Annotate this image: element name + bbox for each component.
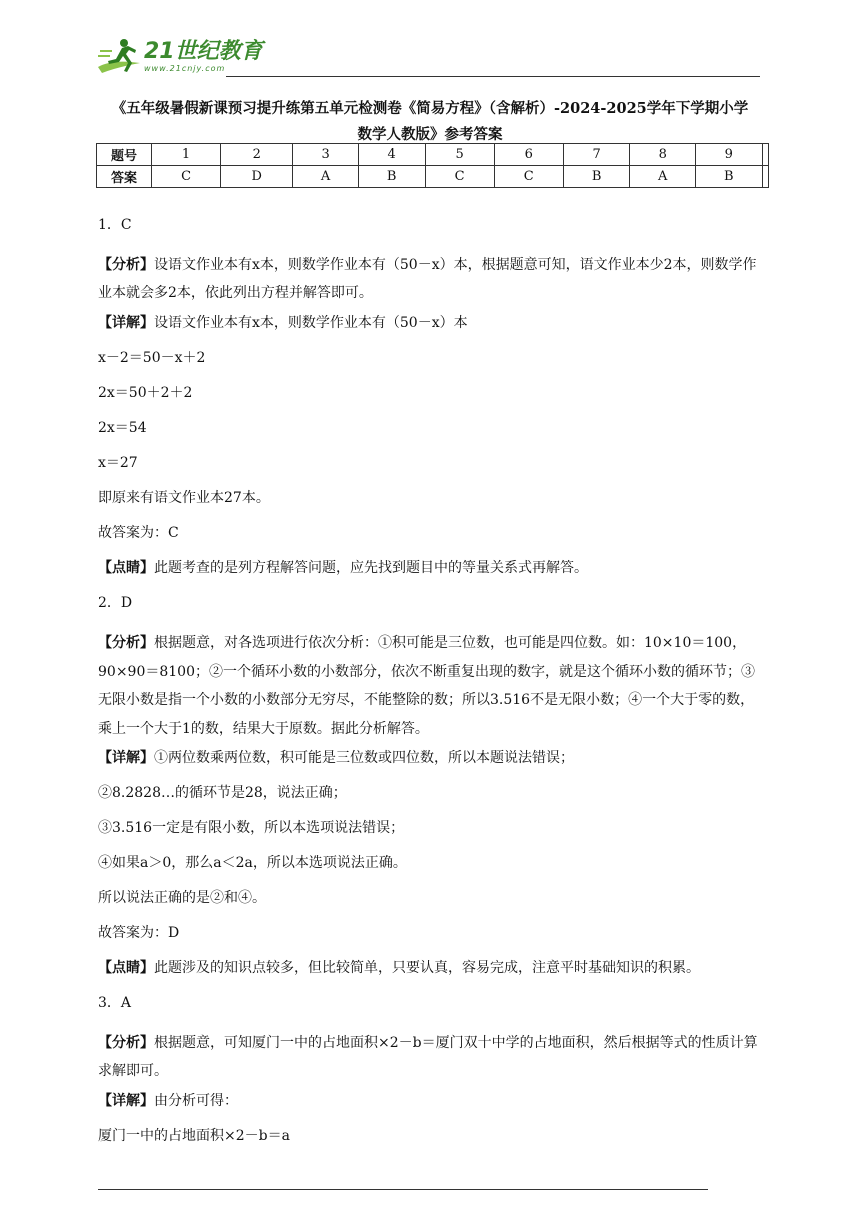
table-cell: 9 (695, 144, 762, 166)
page-header (96, 36, 760, 80)
q1-step: 2x＝50＋2＋2 (98, 385, 193, 401)
q1-detail (98, 314, 766, 332)
logo-text: 21世纪教育 (144, 39, 263, 64)
q2-comment-text: 此题涉及的知识点较多，但比较简单，只要认真，容易完成，注意平时基础知识的积累。 (154, 960, 700, 976)
q1-comment-text: 此题考查的是列方程解答问题，应先找到题目中的等量关系式再解答。 (154, 560, 588, 576)
q2-step: ③3.516一定是有限小数，所以本选项说法错误； (98, 820, 405, 836)
table-cell: A (293, 166, 359, 188)
table-cell: 5 (425, 144, 494, 166)
answer-row (97, 166, 769, 188)
q1-analysis (98, 251, 766, 307)
runner-logo-icon (96, 37, 142, 77)
answer-key-table (96, 143, 769, 188)
q2-detail (98, 749, 766, 767)
q3-detail-text: 由分析可得： (154, 1093, 238, 1109)
detail-label: 【详解】 (98, 1093, 154, 1109)
row-label: 题号 (97, 144, 152, 166)
document-title (96, 96, 764, 148)
table-cell (762, 166, 768, 188)
table-cell: B (695, 166, 762, 188)
q2-step: ④如果a＞0，那么a＜2a，所以本选项说法正确。 (98, 855, 407, 871)
site-logo (96, 36, 263, 78)
analysis-label: 【分析】 (98, 1035, 154, 1051)
table-cell: B (563, 166, 630, 188)
table-cell: 4 (358, 144, 425, 166)
row-label: 答案 (97, 166, 152, 188)
q2-heading: 2．D (98, 595, 133, 611)
q2-analysis-text: 根据题意，对各选项进行依次分析：①积可能是三位数，也可能是四位数。如：10×10＝100，90×90＝8100；②一个循环小数的小数部分，依次不断重复出现的数字，就是这个循环小数的循环节；③无限小数是指一个小数的小数部分无穷尽，不能整除的数；所以3.516不是无限小数；④一个大于零的数，乘上一个大于1的数，结果大于原数。据此分析解答。 (98, 635, 755, 737)
table-cell: 6 (494, 144, 563, 166)
comment-label: 【点睛】 (98, 960, 154, 976)
q3-analysis-text: 根据题意，可知厦门一中的占地面积×2－b＝厦门双十中学的占地面积，然后根据等式的性质计算求解即可。 (98, 1035, 758, 1079)
table-cell: C (152, 166, 221, 188)
footer-divider (98, 1189, 708, 1190)
table-cell: C (494, 166, 563, 188)
table-cell: C (425, 166, 494, 188)
q3-step: 厦门一中的占地面积×2－b＝a (98, 1128, 290, 1144)
solutions (98, 216, 766, 1145)
table-cell: 8 (630, 144, 696, 166)
q1-heading: 1．C (98, 217, 132, 233)
q1-step: x－2＝50－x＋2 (98, 350, 206, 366)
q2-answer: 故答案为：D (98, 925, 180, 941)
table-cell: 7 (563, 144, 630, 166)
table-cell: 3 (293, 144, 359, 166)
q2-detail-text: ①两位数乘两位数，积可能是三位数或四位数，所以本题说法错误； (154, 750, 574, 766)
q2-step: 所以说法正确的是②和④。 (98, 890, 266, 906)
title-line-2: 数学人教版》参考答案 (357, 126, 503, 143)
q3-heading: 3．A (98, 995, 132, 1011)
header-divider (226, 76, 760, 77)
q2-analysis (98, 629, 766, 743)
table-cell: 1 (152, 144, 221, 166)
q1-answer: 故答案为：C (98, 525, 179, 541)
table-cell: 2 (221, 144, 293, 166)
q1-analysis-text: 设语文作业本有x本，则数学作业本有（50－x）本，根据题意可知，语文作业本少2本，则数学作业本就会多2本，依此列出方程并解答即可。 (98, 257, 757, 301)
question-number-row (97, 144, 769, 166)
q3-analysis (98, 1029, 766, 1085)
title-line-1: 《五年级暑假新课预习提升练第五单元检测卷《简易方程》（含解析）-2024-2025学年下学期小学 (111, 100, 749, 117)
q1-step: 即原来有语文作业本27本。 (98, 490, 270, 506)
table-cell: A (630, 166, 696, 188)
q2-step: ②8.2828…的循环节是28，说法正确； (98, 785, 347, 801)
table-cell: B (358, 166, 425, 188)
table-cell: D (221, 166, 293, 188)
comment-label: 【点睛】 (98, 560, 154, 576)
q1-step: 2x＝54 (98, 420, 147, 436)
q2-comment (98, 959, 766, 977)
q1-comment (98, 559, 766, 577)
q1-step: x＝27 (98, 455, 138, 471)
analysis-label: 【分析】 (98, 257, 154, 273)
detail-label: 【详解】 (98, 315, 154, 331)
q3-detail (98, 1092, 766, 1110)
q1-detail-text: 设语文作业本有x本，则数学作业本有（50－x）本 (154, 315, 468, 331)
logo-url: www.21cnjy.com (144, 64, 226, 73)
analysis-label: 【分析】 (98, 635, 154, 651)
table-cell (762, 144, 768, 166)
detail-label: 【详解】 (98, 750, 154, 766)
